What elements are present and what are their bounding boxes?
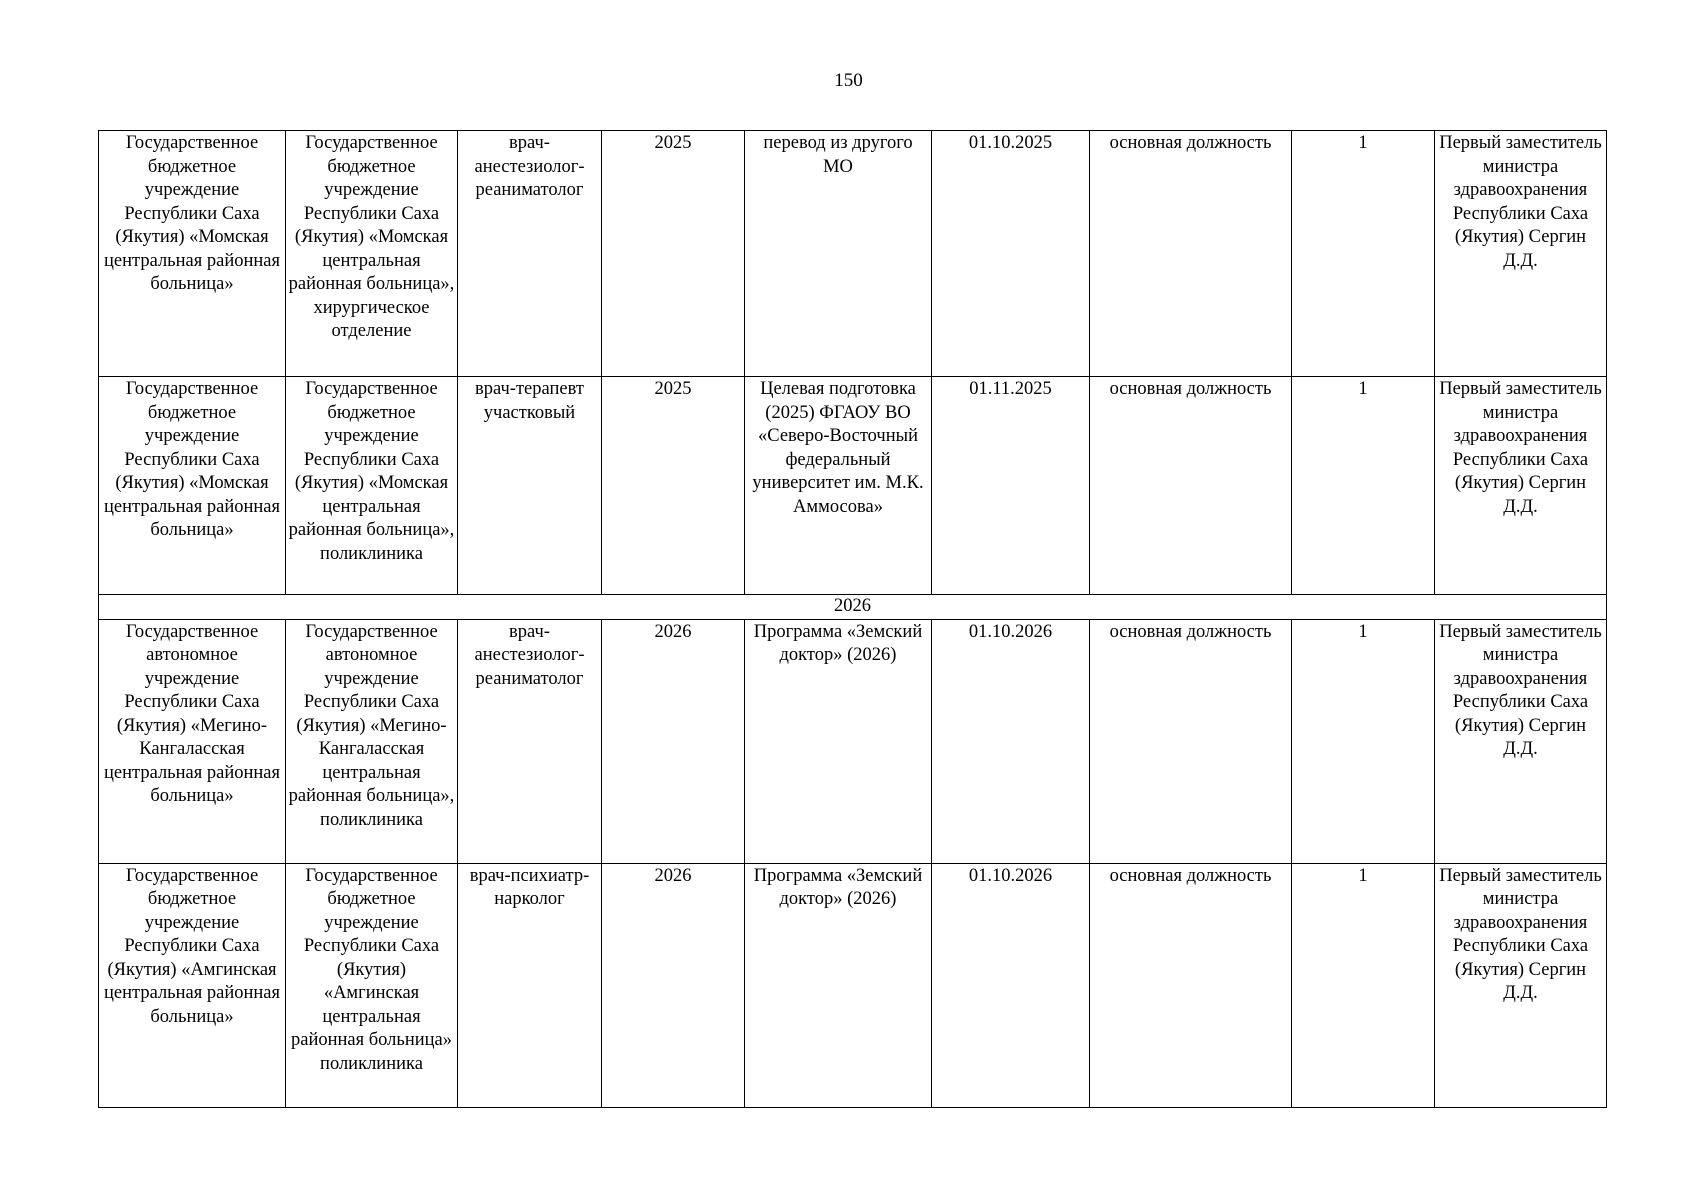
table-row <box>99 619 1607 863</box>
year-cell: 2026 <box>602 863 745 1107</box>
responsible-cell: Первый заместитель министра здравоохранения Республики Саха (Якутия) Сергин Д.Д. <box>1435 377 1607 595</box>
table-row <box>99 863 1607 1107</box>
count-cell: 1 <box>1292 863 1435 1107</box>
count-cell: 1 <box>1292 619 1435 863</box>
source-cell: Программа «Земский доктор» (2026) <box>745 619 932 863</box>
year-cell: 2026 <box>602 619 745 863</box>
table-row <box>99 377 1607 595</box>
institution-cell: Государственное бюджетное учреждение Республики Саха (Якутия) «Амгинская центральная районная больница» <box>99 863 286 1107</box>
employment-cell: основная должность <box>1090 619 1292 863</box>
year-cell: 2025 <box>602 131 745 377</box>
date-cell: 01.10.2026 <box>932 619 1090 863</box>
responsible-cell: Первый заместитель министра здравоохранения Республики Саха (Якутия) Сергин Д.Д. <box>1435 619 1607 863</box>
employment-cell: основная должность <box>1090 863 1292 1107</box>
page-number: 150 <box>834 70 863 91</box>
count-cell: 1 <box>1292 131 1435 377</box>
count-cell: 1 <box>1292 377 1435 595</box>
unit-cell: Государственное бюджетное учреждение Республики Саха (Якутия) «Момская центральная районная больница», хирургическое отделение <box>286 131 458 377</box>
employment-cell: основная должность <box>1090 377 1292 595</box>
table-row <box>99 131 1607 377</box>
position-cell: врач-анестезиолог-реаниматолог <box>458 131 602 377</box>
employment-cell: основная должность <box>1090 131 1292 377</box>
date-cell: 01.10.2025 <box>932 131 1090 377</box>
source-cell: Целевая подготовка (2025) ФГАОУ ВО «Северо-Восточный федеральный университет им. М.К. Аммосова» <box>745 377 932 595</box>
date-cell: 01.10.2026 <box>932 863 1090 1107</box>
staffing-table <box>98 130 1607 1108</box>
responsible-cell: Первый заместитель министра здравоохранения Республики Саха (Якутия) Сергин Д.Д. <box>1435 131 1607 377</box>
source-cell: Программа «Земский доктор» (2026) <box>745 863 932 1107</box>
institution-cell: Государственное бюджетное учреждение Республики Саха (Якутия) «Момская центральная районная больница» <box>99 377 286 595</box>
year-separator: 2026 <box>99 595 1607 620</box>
year-separator-row <box>99 595 1607 620</box>
unit-cell: Государственное бюджетное учреждение Республики Саха (Якутия) «Момская центральная районная больница», поликлиника <box>286 377 458 595</box>
unit-cell: Государственное автономное учреждение Республики Саха (Якутия) «Мегино-Кангаласская центральная районная больница», поликлиника <box>286 619 458 863</box>
position-cell: врач-терапевт участковый <box>458 377 602 595</box>
position-cell: врач-анестезиолог-реаниматолог <box>458 619 602 863</box>
source-cell: перевод из другого МО <box>745 131 932 377</box>
institution-cell: Государственное бюджетное учреждение Республики Саха (Якутия) «Момская центральная районная больница» <box>99 131 286 377</box>
unit-cell: Государственное бюджетное учреждение Республики Саха (Якутия) «Амгинская центральная районная больница» поликлиника <box>286 863 458 1107</box>
responsible-cell: Первый заместитель министра здравоохранения Республики Саха (Якутия) Сергин Д.Д. <box>1435 863 1607 1107</box>
year-cell: 2025 <box>602 377 745 595</box>
date-cell: 01.11.2025 <box>932 377 1090 595</box>
position-cell: врач-психиатр-нарколог <box>458 863 602 1107</box>
institution-cell: Государственное автономное учреждение Республики Саха (Якутия) «Мегино-Кангаласская центральная районная больница» <box>99 619 286 863</box>
